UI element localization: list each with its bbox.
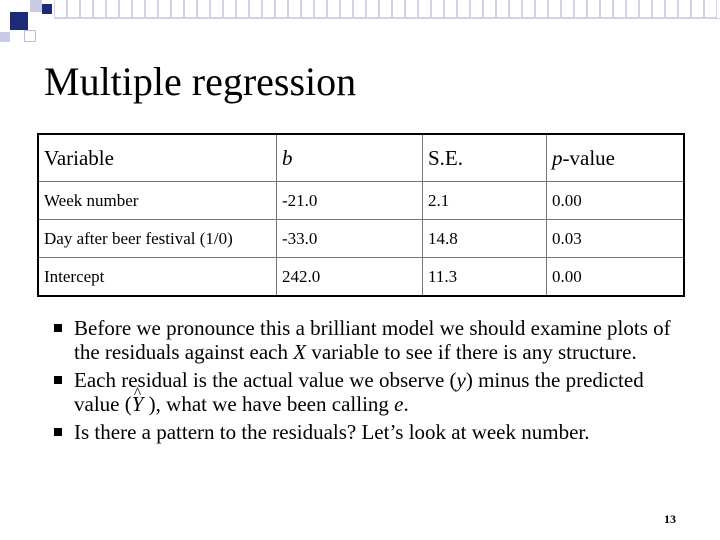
bullet-var-e: e	[394, 392, 404, 416]
decorative-band-cell	[249, 0, 262, 18]
bullet-text-2a: Each residual is the actual value we observe (	[74, 368, 457, 392]
header-p-value	[547, 134, 685, 182]
bullet-text-2d: .	[403, 392, 409, 416]
decorative-band-cell	[314, 0, 327, 18]
cell-variable: Intercept	[38, 258, 277, 297]
corner-square-small-navy	[42, 4, 52, 14]
decorative-band-cell	[548, 0, 561, 18]
header-se: S.E.	[423, 134, 547, 182]
cell-variable: Week number	[38, 182, 277, 220]
decorative-band-cell	[145, 0, 158, 18]
decorative-band-cell	[613, 0, 626, 18]
decorative-band-cell	[587, 0, 600, 18]
decorative-band-cell	[600, 0, 613, 18]
decorative-band-cell	[80, 0, 93, 18]
decorative-band-cell	[483, 0, 496, 18]
decorative-band-cell	[197, 0, 210, 18]
decorative-band-cell	[366, 0, 379, 18]
bullet-list	[54, 316, 694, 448]
decorative-band-cell	[262, 0, 275, 18]
decorative-band-cell	[223, 0, 236, 18]
regression-table	[37, 133, 685, 297]
cell-se: 2.1	[423, 182, 547, 220]
table-row	[38, 182, 684, 220]
decorative-band-cell	[678, 0, 691, 18]
decorative-band-cell	[93, 0, 106, 18]
cell-p-value: 0.00	[547, 258, 685, 297]
decorative-band-cell	[496, 0, 509, 18]
decorative-band-line	[54, 18, 720, 19]
decorative-band-cell	[67, 0, 80, 18]
decorative-band-cell	[652, 0, 665, 18]
corner-square-light	[30, 0, 42, 12]
decorative-band-cell	[171, 0, 184, 18]
decorative-band-cell	[444, 0, 457, 18]
square-bullet-icon	[54, 428, 62, 436]
decorative-band-cell	[54, 0, 67, 18]
decorative-band	[54, 0, 717, 18]
decorative-band-cell	[236, 0, 249, 18]
cell-se: 11.3	[423, 258, 547, 297]
header-p: p	[552, 145, 563, 170]
bullet-text-1a: Before we pronounce this a brilliant model we should examine plots of the residuals against each	[74, 316, 671, 364]
decorative-band-cell	[457, 0, 470, 18]
decorative-band-cell	[119, 0, 132, 18]
decorative-band-cell	[158, 0, 171, 18]
decorative-band-cell	[509, 0, 522, 18]
decorative-band-cell	[301, 0, 314, 18]
decorative-band-cell	[639, 0, 652, 18]
bullet-var-y: y	[456, 368, 466, 392]
bullet-text-2b: ) minus the predicted value (	[74, 368, 644, 416]
decorative-band-cell	[470, 0, 483, 18]
table-header-row	[38, 134, 684, 182]
square-bullet-icon	[54, 376, 62, 384]
table-row	[38, 258, 684, 297]
decorative-band-cell	[574, 0, 587, 18]
page-number: 13	[664, 512, 676, 526]
decorative-band-cell	[691, 0, 704, 18]
bullet-item	[54, 368, 694, 416]
decorative-band-cell	[561, 0, 574, 18]
decorative-band-cell	[275, 0, 288, 18]
cell-b: 242.0	[277, 258, 423, 297]
corner-square-navy	[10, 12, 28, 30]
decorative-band-cell	[665, 0, 678, 18]
decorative-band-cell	[704, 0, 717, 18]
decorative-band-cell	[418, 0, 431, 18]
bullet-item	[54, 316, 694, 364]
bullet-var-yhat: ^ Y	[132, 392, 144, 416]
header-variable: Variable	[38, 134, 277, 182]
decorative-band-cell	[405, 0, 418, 18]
bullet-text-3: Is there a pattern to the residuals? Let’s look at week number.	[74, 420, 590, 444]
cell-b: -21.0	[277, 182, 423, 220]
header-value-suffix: -value	[562, 145, 615, 170]
slide-title: Multiple regression	[44, 59, 357, 104]
decorative-band-cell	[379, 0, 392, 18]
bullet-var-x: X	[293, 340, 307, 364]
corner-square-light-2	[0, 32, 10, 42]
decorative-band-cell	[132, 0, 145, 18]
header-b: b	[277, 134, 423, 182]
cell-variable: Day after beer festival (1/0)	[38, 220, 277, 258]
decorative-band-cell	[431, 0, 444, 18]
bullet-item	[54, 420, 694, 444]
cell-p-value: 0.00	[547, 182, 685, 220]
decorative-band-cell	[522, 0, 535, 18]
decorative-band-cell	[288, 0, 301, 18]
cell-b: -33.0	[277, 220, 423, 258]
decorative-band-cell	[106, 0, 119, 18]
decorative-band-cell	[210, 0, 223, 18]
table-row	[38, 220, 684, 258]
square-bullet-icon	[54, 324, 62, 332]
decorative-band-cell	[327, 0, 340, 18]
decorative-band-cell	[353, 0, 366, 18]
decorative-band-cell	[535, 0, 548, 18]
decorative-band-cell	[626, 0, 639, 18]
decorative-band-cell	[340, 0, 353, 18]
decorative-band-cell	[392, 0, 405, 18]
bullet-text-2c: ), what we have been calling	[143, 392, 395, 416]
bullet-text-1b: variable to see if there is any structure.	[306, 340, 637, 364]
decorative-band-cell	[184, 0, 197, 18]
corner-square-outline	[24, 30, 36, 42]
cell-se: 14.8	[423, 220, 547, 258]
cell-p-value: 0.03	[547, 220, 685, 258]
